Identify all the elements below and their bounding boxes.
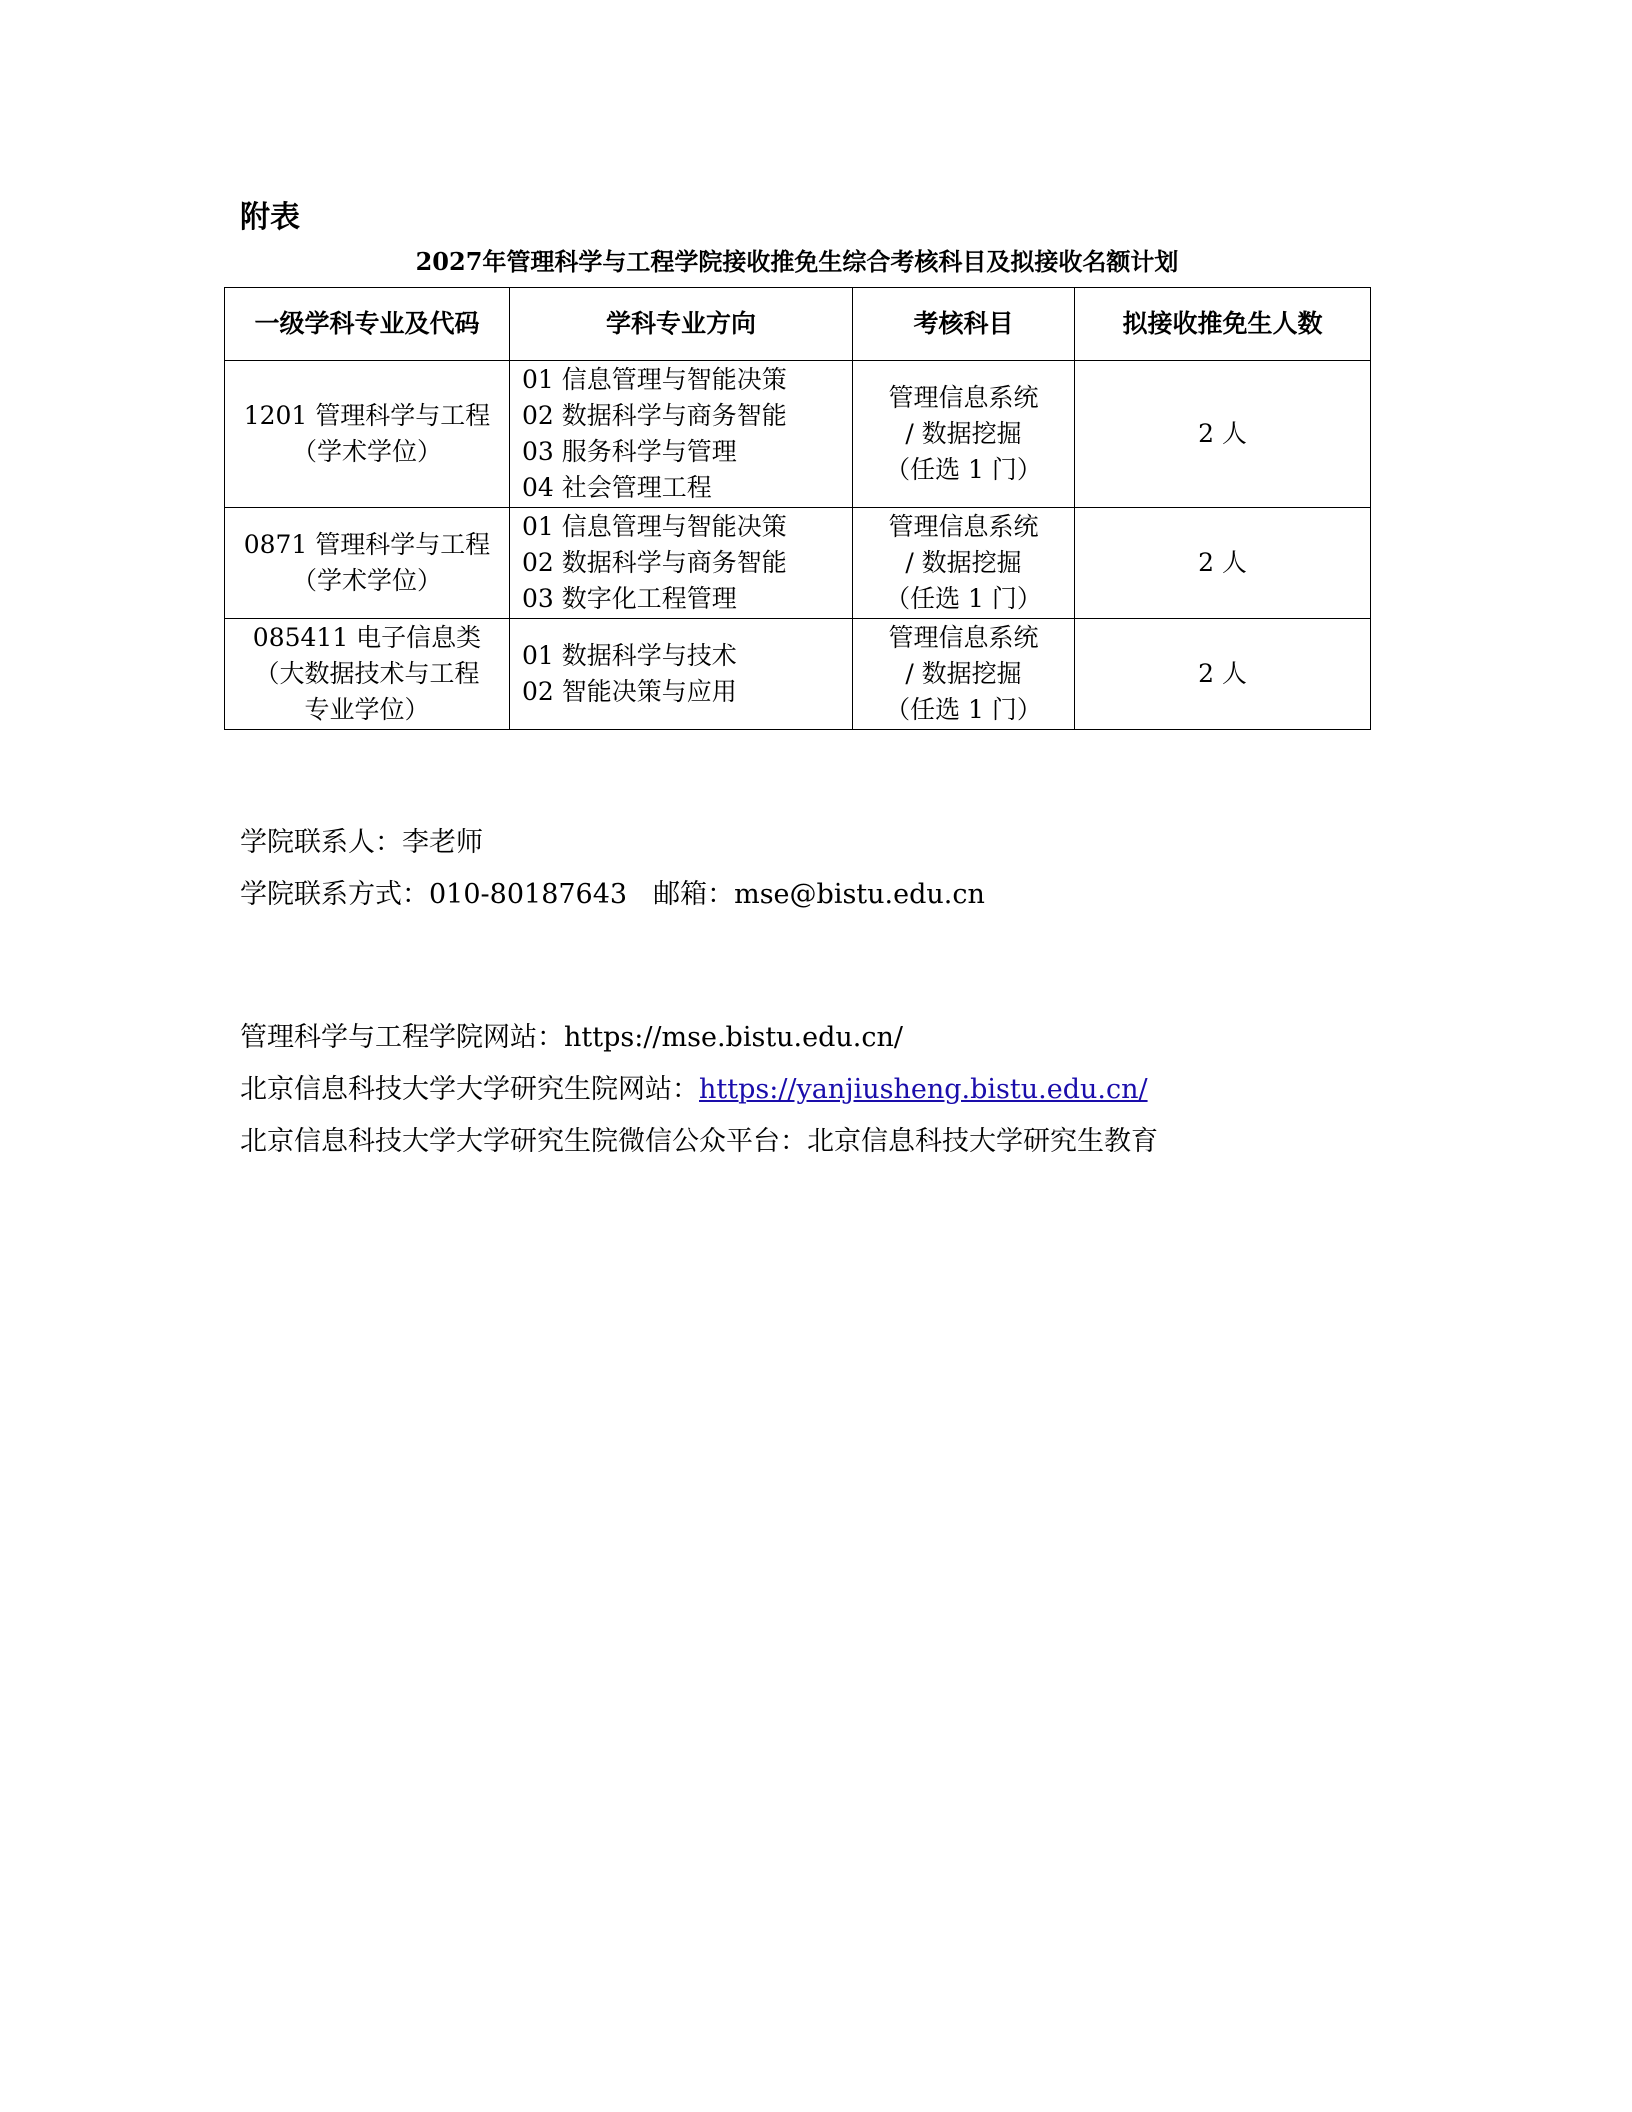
contact-email: 邮箱：mse@bistu.edu.cn xyxy=(653,879,985,910)
subjects-cell xyxy=(853,508,1075,619)
grad-school-website-link[interactable]: https://yanjiusheng.bistu.edu.cn/ xyxy=(699,1074,1148,1105)
admission-plan-table xyxy=(224,287,1371,730)
wechat-platform: 北京信息科技大学大学研究生院微信公众平台：北京信息科技大学研究生教育 xyxy=(240,1126,1158,1157)
direction-line: 03 数字化工程管理 xyxy=(522,584,737,613)
discipline-line: 0871 管理科学与工程 xyxy=(243,530,491,559)
header-discipline: 一级学科专业及代码 xyxy=(225,288,510,361)
table-row xyxy=(225,508,1371,619)
discipline-line: （学术学位） xyxy=(291,437,442,466)
directions-cell xyxy=(510,361,853,508)
direction-line: 01 信息管理与智能决策 xyxy=(522,512,787,541)
directions-cell xyxy=(510,508,853,619)
grad-school-website xyxy=(240,1067,1148,1106)
school-website: 管理科学与工程学院网站：https://mse.bistu.edu.cn/ xyxy=(240,1022,903,1053)
discipline-line: （学术学位） xyxy=(291,566,442,595)
table-header-row xyxy=(225,288,1371,361)
subject-line: 管理信息系统 xyxy=(888,383,1039,412)
contact-phone: 学院联系方式：010-80187643 xyxy=(240,879,628,910)
direction-line: 04 社会管理工程 xyxy=(522,473,712,502)
subject-line: 管理信息系统 xyxy=(888,512,1039,541)
grad-school-website-label: 北京信息科技大学大学研究生院网站： xyxy=(240,1074,699,1105)
direction-line: 02 数据科学与商务智能 xyxy=(522,401,787,430)
header-directions: 学科专业方向 xyxy=(510,288,853,361)
header-subjects: 考核科目 xyxy=(853,288,1075,361)
contact-person: 学院联系人：李老师 xyxy=(240,827,483,858)
contact-phone-line xyxy=(240,872,985,911)
directions-cell xyxy=(510,619,853,730)
subject-line: （任选 1 门） xyxy=(885,455,1042,484)
subjects-cell xyxy=(853,361,1075,508)
subject-line: / 数据挖掘 xyxy=(905,419,1022,448)
quota-cell: 2 人 xyxy=(1075,619,1371,730)
subject-line: / 数据挖掘 xyxy=(905,548,1022,577)
quota-cell: 2 人 xyxy=(1075,508,1371,619)
table-row xyxy=(225,619,1371,730)
direction-line: 01 数据科学与技术 xyxy=(522,641,737,670)
subject-line: （任选 1 门） xyxy=(885,695,1042,724)
discipline-line: （大数据技术与工程 xyxy=(254,659,480,688)
discipline-line: 1201 管理科学与工程 xyxy=(243,401,491,430)
discipline-cell xyxy=(225,361,510,508)
discipline-cell xyxy=(225,619,510,730)
discipline-line: 085411 电子信息类 xyxy=(252,623,482,652)
subject-line: （任选 1 门） xyxy=(885,584,1042,613)
subject-line: / 数据挖掘 xyxy=(905,659,1022,688)
discipline-cell xyxy=(225,508,510,619)
direction-line: 03 服务科学与管理 xyxy=(522,437,737,466)
header-quota: 拟接收推免生人数 xyxy=(1075,288,1371,361)
quota-cell: 2 人 xyxy=(1075,361,1371,508)
direction-line: 02 数据科学与商务智能 xyxy=(522,548,787,577)
document-title: 2027年管理科学与工程学院接收推免生综合考核科目及拟接收名额计划 xyxy=(415,247,1179,276)
subject-line: 管理信息系统 xyxy=(888,623,1039,652)
table-row xyxy=(225,361,1371,508)
discipline-line: 专业学位） xyxy=(304,695,430,724)
subjects-cell xyxy=(853,619,1075,730)
appendix-heading: 附表 xyxy=(240,200,300,235)
direction-line: 01 信息管理与智能决策 xyxy=(522,365,787,394)
direction-line: 02 智能决策与应用 xyxy=(522,677,737,706)
